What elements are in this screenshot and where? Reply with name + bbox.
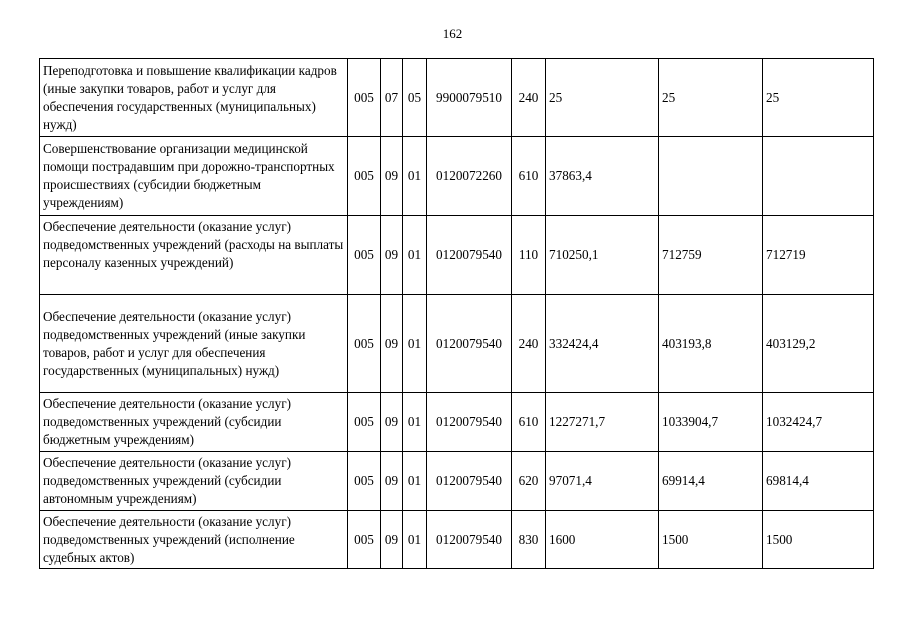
sum-year-1: 1600 bbox=[546, 511, 659, 569]
target-article-code: 0120079540 bbox=[427, 295, 512, 393]
table-row bbox=[40, 216, 874, 295]
subsection-code: 01 bbox=[403, 452, 427, 511]
row-name: Переподготовка и повышение квалификации кадров (иные закупки товаров, работ и услуг для обеспечения государственных (муниципальных) нужд) bbox=[40, 59, 348, 137]
target-article-code: 0120079540 bbox=[427, 393, 512, 452]
row-name: Обеспечение деятельности (оказание услуг) подведомственных учреждений (субсидии бюджетным учреждениям) bbox=[40, 393, 348, 452]
row-name: Обеспечение деятельности (оказание услуг) подведомственных учреждений (иные закупки товаров, работ и услуг для обеспечения государственных (муниципальных) нужд) bbox=[40, 295, 348, 393]
table-row bbox=[40, 393, 874, 452]
sum-year-2: 403193,8 bbox=[659, 295, 763, 393]
row-name: Обеспечение деятельности (оказание услуг) подведомственных учреждений (расходы на выплаты персоналу казенных учреждений) bbox=[40, 216, 348, 295]
subsection-code: 01 bbox=[403, 511, 427, 569]
expense-type-code: 620 bbox=[512, 452, 546, 511]
ministry-code: 005 bbox=[348, 393, 381, 452]
ministry-code: 005 bbox=[348, 295, 381, 393]
subsection-code: 01 bbox=[403, 295, 427, 393]
sum-year-1: 25 bbox=[546, 59, 659, 137]
expense-type-code: 830 bbox=[512, 511, 546, 569]
sum-year-1: 37863,4 bbox=[546, 137, 659, 216]
table-row bbox=[40, 295, 874, 393]
target-article-code: 0120072260 bbox=[427, 137, 512, 216]
ministry-code: 005 bbox=[348, 216, 381, 295]
table-row bbox=[40, 137, 874, 216]
target-article-code: 0120079540 bbox=[427, 216, 512, 295]
sum-year-3: 69814,4 bbox=[763, 452, 874, 511]
section-code: 09 bbox=[381, 393, 403, 452]
sum-year-1: 710250,1 bbox=[546, 216, 659, 295]
sum-year-2: 712759 bbox=[659, 216, 763, 295]
sum-year-3: 1500 bbox=[763, 511, 874, 569]
sum-year-3: 1032424,7 bbox=[763, 393, 874, 452]
expense-type-code: 610 bbox=[512, 137, 546, 216]
sum-year-3 bbox=[763, 137, 874, 216]
row-name: Обеспечение деятельности (оказание услуг) подведомственных учреждений (субсидии автономным учреждениям) bbox=[40, 452, 348, 511]
section-code: 09 bbox=[381, 295, 403, 393]
target-article-code: 0120079540 bbox=[427, 452, 512, 511]
section-code: 09 bbox=[381, 452, 403, 511]
expense-type-code: 240 bbox=[512, 295, 546, 393]
ministry-code: 005 bbox=[348, 59, 381, 137]
table-row bbox=[40, 452, 874, 511]
table-row bbox=[40, 511, 874, 569]
section-code: 09 bbox=[381, 216, 403, 295]
expense-type-code: 610 bbox=[512, 393, 546, 452]
sum-year-2: 1500 bbox=[659, 511, 763, 569]
section-code: 09 bbox=[381, 137, 403, 216]
sum-year-1: 1227271,7 bbox=[546, 393, 659, 452]
expense-type-code: 240 bbox=[512, 59, 546, 137]
page-number: 162 bbox=[442, 26, 463, 41]
sum-year-2: 69914,4 bbox=[659, 452, 763, 511]
row-name: Обеспечение деятельности (оказание услуг) подведомственных учреждений (исполнение судебных актов) bbox=[40, 511, 348, 569]
row-name: Совершенствование организации медицинской помощи пострадавшим при дорожно-транспортных происшествиях (субсидии бюджетным учреждениям) bbox=[40, 137, 348, 216]
sum-year-2: 1033904,7 bbox=[659, 393, 763, 452]
target-article-code: 0120079540 bbox=[427, 511, 512, 569]
subsection-code: 01 bbox=[403, 216, 427, 295]
sum-year-2 bbox=[659, 137, 763, 216]
target-article-code: 9900079510 bbox=[427, 59, 512, 137]
budget-table bbox=[39, 58, 874, 569]
expense-type-code: 110 bbox=[512, 216, 546, 295]
subsection-code: 01 bbox=[403, 137, 427, 216]
sum-year-1: 97071,4 bbox=[546, 452, 659, 511]
section-code: 07 bbox=[381, 59, 403, 137]
sum-year-1: 332424,4 bbox=[546, 295, 659, 393]
sum-year-3: 712719 bbox=[763, 216, 874, 295]
sum-year-2: 25 bbox=[659, 59, 763, 137]
ministry-code: 005 bbox=[348, 452, 381, 511]
subsection-code: 01 bbox=[403, 393, 427, 452]
sum-year-3: 403129,2 bbox=[763, 295, 874, 393]
ministry-code: 005 bbox=[348, 137, 381, 216]
ministry-code: 005 bbox=[348, 511, 381, 569]
section-code: 09 bbox=[381, 511, 403, 569]
table-row bbox=[40, 59, 874, 137]
sum-year-3: 25 bbox=[763, 59, 874, 137]
subsection-code: 05 bbox=[403, 59, 427, 137]
